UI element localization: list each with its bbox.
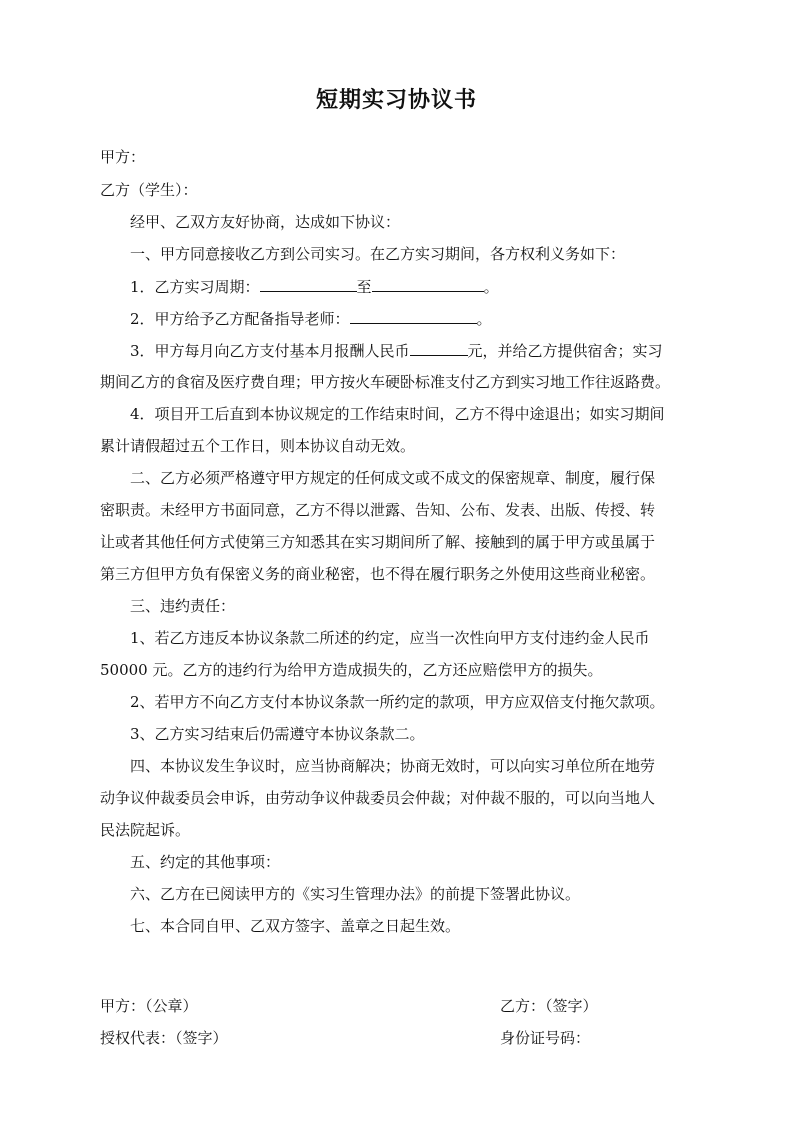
clause3-heading: 三、违约责任：	[130, 597, 236, 615]
party-a-representative-label: 授权代表：（签字）	[100, 1029, 228, 1047]
clause5-line: 五、约定的其他事项：	[130, 853, 281, 871]
internship-end-blank[interactable]	[372, 276, 484, 292]
clause4-line2: 动争议仲裁委员会申诉，由劳动争议仲裁委员会仲裁；对仲裁不服的，可以向当地人	[100, 789, 656, 807]
clause1-item2-prefix: 2．甲方给予乙方配备指导老师：	[130, 310, 350, 328]
party-a-seal-label: 甲方：（公章）	[100, 997, 198, 1015]
clause3-item1-line2: 50000 元。乙方的违约行为给甲方造成损失的，乙方还应赔偿甲方的损失。	[100, 661, 603, 679]
clause1-item1-suffix: 。	[483, 278, 499, 296]
party-b-signature-label: 乙方：（签字）	[500, 997, 598, 1015]
party-b-id-label: 身份证号码：	[500, 1029, 591, 1047]
clause1-item4-line2: 累计请假超过五个工作日，则本协议自动无效。	[100, 437, 416, 455]
clause2-line2: 密职责。未经甲方书面同意，乙方不得以泄露、告知、公布、发表、出版、传授、转	[100, 501, 656, 519]
clause2-line4: 第三方但甲方负有保密义务的商业秘密，也不得在履行职务之外使用这些商业秘密。	[100, 565, 656, 583]
party-a-line: 甲方：	[100, 148, 146, 166]
clause1-item2	[130, 308, 700, 329]
clause2-line3: 让或者其他任何方式使第三方知悉其在实习期间所了解、接触到的属于甲方或虽属于	[100, 533, 656, 551]
clause6-line: 六、乙方在已阅读甲方的《实习生管理办法》的前提下签署此协议。	[130, 885, 581, 903]
clause7-line: 七、本合同自甲、乙双方签字、盖章之日起生效。	[130, 917, 461, 935]
clause3-item2: 2、若甲方不向乙方支付本协议条款一所约定的款项，甲方应双倍支付拖欠款项。	[130, 693, 665, 711]
clause1-item3-line1	[130, 340, 700, 361]
clause1-item4-line1: 4．项目开工后直到本协议规定的工作结束时间，乙方不得中途退出；如实习期间	[130, 405, 665, 423]
mentor-name-blank[interactable]	[350, 308, 477, 324]
clause2-line1: 二、乙方必须严格遵守甲方规定的任何成文或不成文的保密规章、制度，履行保	[130, 469, 656, 487]
clause3-item3: 3、乙方实习结束后仍需遵守本协议条款二。	[130, 725, 425, 743]
monthly-pay-blank[interactable]	[410, 340, 468, 356]
clause3-item1-line1: 1、若乙方违反本协议条款二所述的约定，应当一次性向甲方支付违约金人民币	[130, 629, 650, 647]
internship-start-blank[interactable]	[260, 276, 357, 292]
clause1-item1-mid: 至	[356, 278, 372, 296]
clause1-item3-line2: 期间乙方的食宿及医疗费自理；甲方按火车硬卧标准支付乙方到实习地工作往返路费。	[100, 373, 671, 391]
document-title: 短期实习协议书	[315, 88, 477, 113]
clause1-item1	[130, 276, 700, 297]
clause1-item1-prefix: 1．乙方实习周期：	[130, 278, 260, 296]
clause4-line1: 四、本协议发生争议时，应当协商解决；协商无效时，可以向实习单位所在地劳	[130, 757, 656, 775]
clause1-item2-suffix: 。	[476, 310, 492, 328]
clause1-item3-prefix: 3．甲方每月向乙方支付基本月报酬人民币	[130, 342, 410, 360]
clause1-heading: 一、甲方同意接收乙方到公司实习。在乙方实习期间，各方权利义务如下：	[130, 245, 626, 263]
clause4-line3: 民法院起诉。	[100, 821, 191, 839]
clause1-item3-suffix: 元，并给乙方提供宿舍；实习	[467, 342, 663, 360]
intro-line: 经甲、乙双方友好协商，达成如下协议：	[130, 213, 401, 231]
party-b-line: 乙方（学生）：	[100, 181, 198, 199]
